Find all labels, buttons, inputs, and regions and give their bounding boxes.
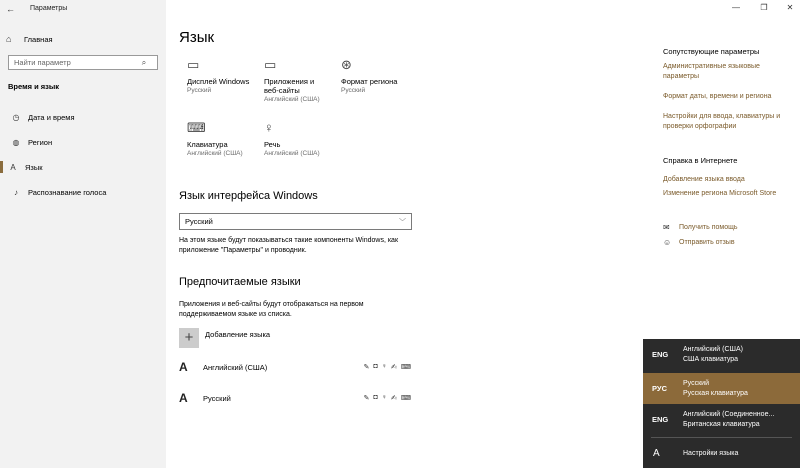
microphone-icon: ♪ (14, 187, 18, 197)
language-features (364, 394, 411, 402)
lang-name: Английский (США) (683, 345, 743, 353)
lang-code: ENG (652, 350, 669, 359)
sidebar-item-label: Распознавание голоса (28, 187, 107, 197)
tile-windows-display[interactable] (187, 57, 262, 95)
active-indicator (0, 186, 3, 198)
tile-name: Дисплей Windows (187, 77, 250, 86)
sidebar-item-region[interactable] (0, 133, 166, 151)
minimize-icon: — (732, 3, 740, 12)
search-input[interactable] (9, 58, 137, 67)
tile-keyboard[interactable] (187, 120, 262, 158)
tile-region-format[interactable] (341, 57, 416, 95)
display-language-value: Русский (185, 217, 213, 226)
link-date-time-region[interactable]: Формат даты, времени и региона (663, 93, 772, 100)
active-indicator (0, 161, 3, 173)
tile-sub: Английский (США) (187, 150, 243, 157)
link-typing-keyboard[interactable]: Настройки для ввода, клавиатуры и проверки орфографии (663, 113, 781, 130)
lang-name: Английский (Соединенное... (683, 410, 775, 418)
language-icon: A (179, 360, 188, 374)
link-admin-language[interactable]: Административные языковые параметры (663, 63, 760, 80)
display-language-description: На этом языке будут показываться такие компоненты Windows, как приложение "Параметры" и проводник. (179, 237, 399, 254)
lang-name: Русский (683, 379, 709, 387)
language-name: Русский (203, 393, 231, 403)
language-row-ru[interactable] (179, 388, 411, 408)
help-title: Справка в Интернете (663, 156, 738, 165)
tile-speech[interactable] (264, 120, 339, 158)
sidebar-item-label: Язык (25, 162, 43, 172)
lang-text (683, 379, 748, 399)
app-window-icon: ▭ (264, 57, 277, 72)
add-language-label: Добавление языка (205, 330, 271, 339)
language-features (364, 363, 411, 371)
tts-feature-icon: ◘ (373, 363, 378, 370)
keyboard-name: США клавиатура (683, 355, 739, 363)
keyboard-name: Британская клавиатура (683, 420, 760, 428)
globe-format-icon: ⊛ (341, 57, 352, 72)
active-indicator (0, 111, 3, 123)
minimize-button[interactable] (729, 3, 743, 12)
lang-text (683, 410, 774, 430)
lang-text (683, 345, 743, 365)
language-icon: A (10, 162, 16, 172)
tile-name: Клавиатура (187, 140, 228, 149)
tile-sub: Русский (341, 87, 366, 94)
language-settings-label: Настройки языка (683, 450, 739, 457)
sidebar-item-date-time[interactable] (0, 108, 166, 126)
display-language-heading: Язык интерфейса Windows (179, 190, 318, 202)
handwriting-feature-icon: ✍ (391, 364, 397, 371)
tile-name: Приложения и веб-сайты (264, 77, 315, 95)
get-help-link[interactable] (663, 223, 738, 232)
plus-icon: + (179, 328, 199, 348)
tile-sub: Английский (США) (264, 96, 320, 103)
preferred-languages-description: Приложения и веб-сайты будут отображаться на первом поддерживаемом языке из списка. (179, 301, 364, 318)
flyout-divider (651, 437, 792, 438)
display-feature-icon: ✎ (363, 364, 370, 371)
flyout-item-rus[interactable] (643, 373, 800, 404)
flyout-item-eng-us[interactable] (643, 339, 800, 370)
keyboard-feature-icon: ⌨ (400, 395, 411, 402)
related-settings-title: Сопутствующие параметры (663, 47, 760, 56)
preferred-languages-heading: Предпочитаемые языки (179, 276, 301, 288)
keyboard-icon: ⌨ (187, 120, 206, 135)
sidebar-item-label: Регион (28, 137, 53, 147)
feedback-icon: ☺ (663, 238, 672, 247)
get-help-label: Получить помощь (679, 224, 738, 231)
speech-feature-icon: ♀ (381, 363, 388, 370)
active-indicator (0, 136, 3, 148)
language-row-en-us[interactable] (179, 357, 411, 377)
search-icon[interactable]: ⌕ (141, 57, 147, 67)
keyboard-feature-icon: ⌨ (400, 364, 411, 371)
section-title: Время и язык (8, 82, 60, 91)
add-language-button[interactable] (179, 328, 270, 348)
link-add-input-language[interactable]: Добавление языка ввода (663, 176, 745, 183)
home-icon: ⌂ (6, 34, 12, 44)
lang-code: ENG (652, 415, 669, 424)
language-icon: A (653, 448, 660, 459)
keyboard-name: Русская клавиатура (683, 389, 748, 397)
tile-name: Речь (264, 140, 281, 149)
tile-sub: Английский (США) (264, 150, 320, 157)
lang-code: РУС (652, 384, 667, 393)
language-settings-link[interactable] (643, 439, 800, 468)
calendar-clock-icon: ◷ (12, 112, 20, 122)
tile-apps-websites[interactable] (264, 57, 339, 104)
nav-home[interactable] (6, 32, 156, 46)
back-button[interactable] (6, 4, 20, 14)
sidebar-item-language[interactable] (0, 158, 166, 176)
back-arrow-icon: ← (6, 4, 15, 14)
feedback-link[interactable] (663, 238, 735, 247)
search-box (8, 55, 158, 70)
page-title: Язык (179, 29, 215, 46)
language-icon: A (179, 391, 188, 405)
maximize-button[interactable] (757, 3, 771, 12)
tile-name: Формат региона (341, 77, 398, 86)
sidebar-item-label: Дата и время (28, 112, 75, 122)
language-name: Английский (США) (203, 362, 268, 372)
close-button[interactable] (783, 3, 797, 12)
globe-icon: ◍ (12, 137, 20, 147)
close-icon: ✕ (786, 3, 794, 12)
display-feature-icon: ✎ (363, 395, 370, 402)
maximize-icon: ❐ (760, 3, 768, 12)
chevron-down-icon: ﹀ (399, 218, 406, 226)
microphone-icon: ♀ (264, 120, 274, 135)
sidebar (0, 0, 166, 468)
feedback-label: Отправить отзыв (679, 239, 735, 246)
handwriting-feature-icon: ✍ (391, 395, 397, 402)
sidebar-item-speech[interactable] (0, 183, 166, 201)
monitor-icon: ▭ (187, 57, 200, 72)
tts-feature-icon: ◘ (373, 394, 378, 401)
link-change-store-region[interactable]: Изменение региона Microsoft Store (663, 190, 777, 197)
app-title: Параметры (30, 5, 68, 12)
chat-help-icon: ✉ (663, 223, 670, 232)
nav-home-label: Главная (24, 34, 53, 44)
display-language-select[interactable] (179, 213, 412, 230)
flyout-item-eng-uk[interactable] (643, 404, 800, 435)
tile-sub: Русский (187, 87, 212, 94)
speech-feature-icon: ♀ (381, 394, 388, 401)
input-language-flyout (643, 339, 800, 468)
